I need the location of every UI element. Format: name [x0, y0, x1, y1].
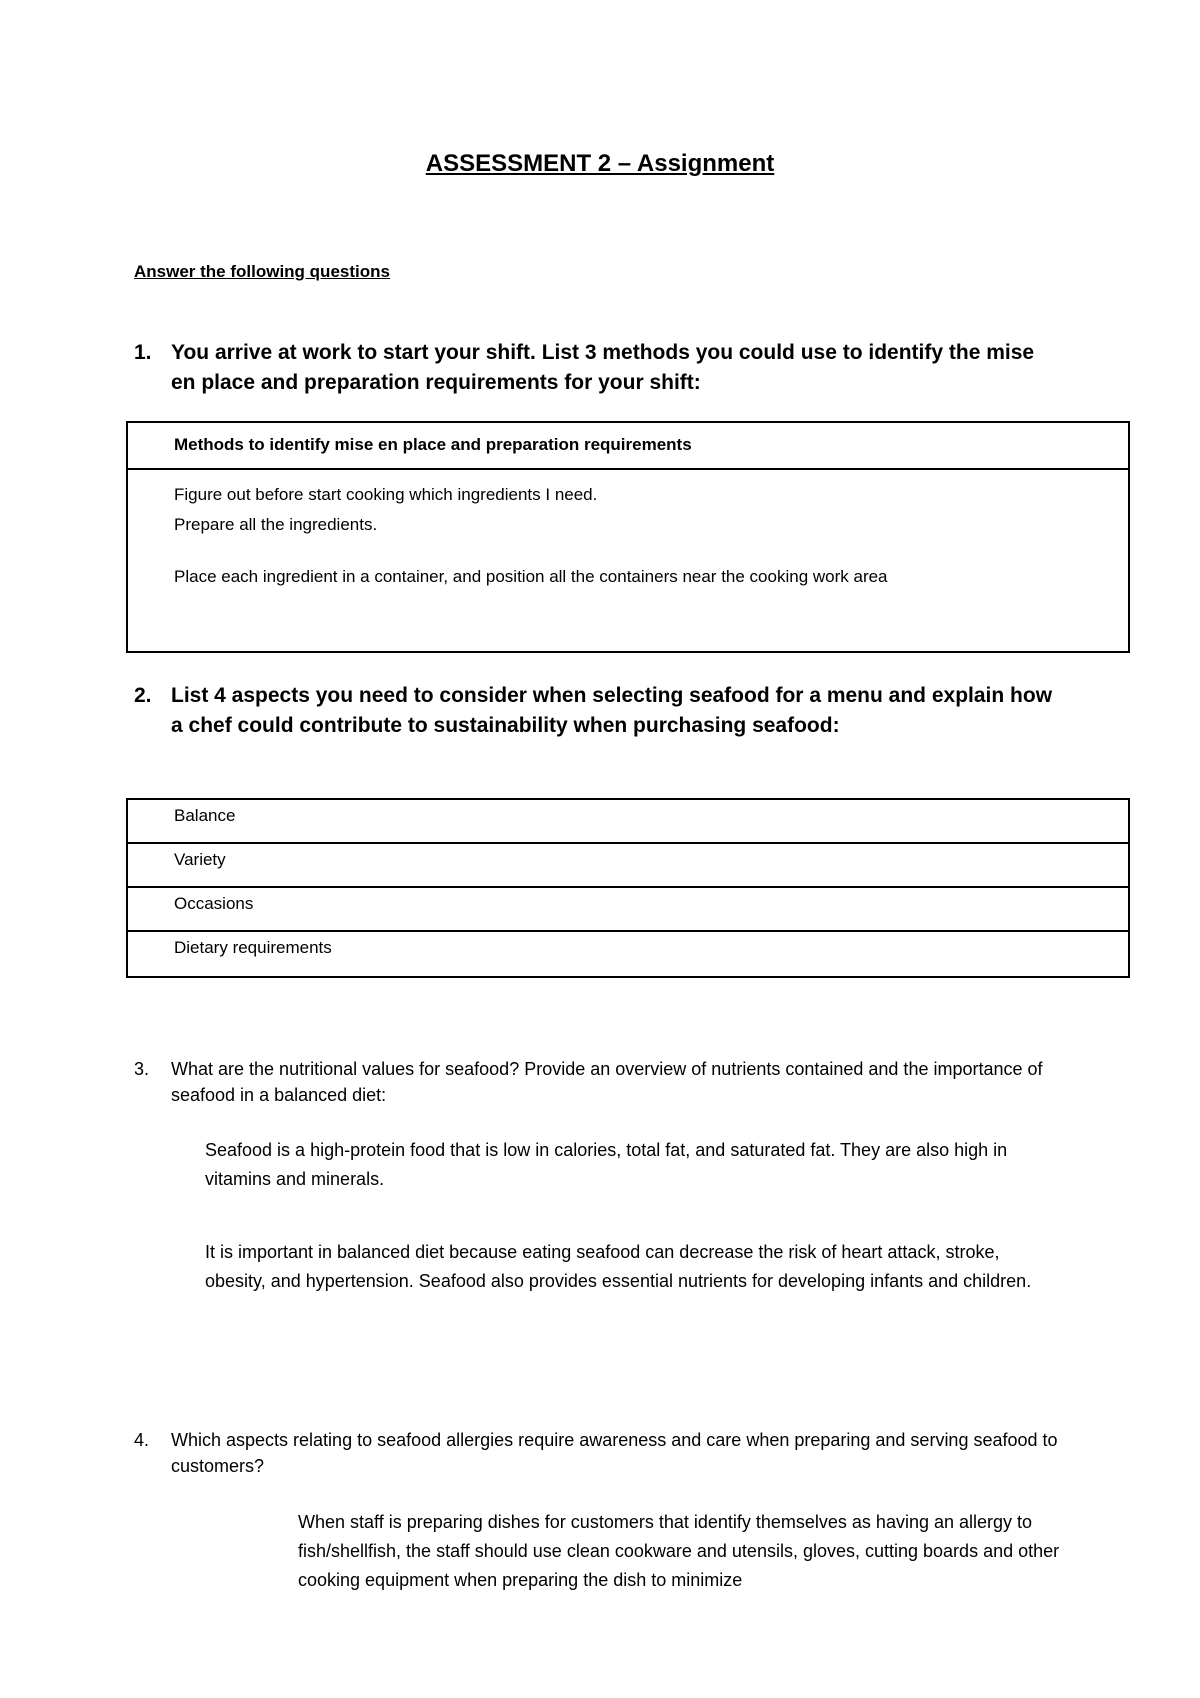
methods-table-body — [128, 470, 1128, 653]
aspect-row-4: Dietary requirements — [174, 938, 332, 957]
question-3-answer-2: It is important in balanced diet because eating seafood can decrease the risk of heart attack, stroke, obesity, and hypertension. Seafood also provides essential nutrients for developing infants and children. — [205, 1242, 1032, 1291]
aspect-row-2: Variety — [128, 844, 1128, 888]
question-1 — [134, 338, 1064, 398]
question-2-text: List 4 aspects you need to consider when selecting seafood for a menu and explain how a chef could contribute to sustainability when purchasing seafood: — [171, 684, 1053, 737]
question-3-text: What are the nutritional values for seafood? Provide an overview of nutrients contained and the importance of seafood in a balanced diet: — [171, 1059, 1043, 1105]
question-2-number: 2. — [134, 684, 152, 707]
page-title: ASSESSMENT 2 – Assignment — [425, 150, 775, 177]
question-4 — [134, 1427, 1064, 1479]
aspect-row-3: Occasions — [128, 888, 1128, 932]
question-1-number: 1. — [134, 341, 152, 364]
question-4-number: 4. — [134, 1430, 150, 1450]
aspect-row-1: Balance — [128, 800, 1128, 844]
methods-table-header: Methods to identify mise en place and preparation requirements — [128, 423, 1128, 470]
question-1-text: You arrive at work to start your shift. List 3 methods you could use to identify the mise en place and preparation requirements for your shift: — [171, 341, 1035, 394]
method-answer-1: Figure out before start cooking which ingredients I need. — [174, 485, 598, 504]
question-2 — [134, 681, 1064, 741]
method-answer-2: Prepare all the ingredients. — [174, 515, 378, 534]
question-3-answer-1: Seafood is a high-protein food that is low in calories, total fat, and saturated fat. They are also high in vitamins and minerals. — [205, 1140, 1008, 1189]
instruction-heading: Answer the following questions — [134, 262, 390, 281]
question-3 — [134, 1056, 1064, 1108]
question-4-text: Which aspects relating to seafood allergies require awareness and care when preparing and serving seafood to customers? — [171, 1430, 1058, 1476]
method-answer-3: Place each ingredient in a container, and position all the containers near the cooking work area — [174, 567, 888, 586]
question-3-number: 3. — [134, 1059, 150, 1079]
question-4-answer: When staff is preparing dishes for customers that identify themselves as having an allergy to fish/shellfish, the staff should use clean cookware and utensils, gloves, cutting boards and other cooking equipment when preparing the dish to minimize — [298, 1512, 1060, 1590]
methods-table — [126, 421, 1130, 653]
aspects-table — [126, 798, 1130, 978]
